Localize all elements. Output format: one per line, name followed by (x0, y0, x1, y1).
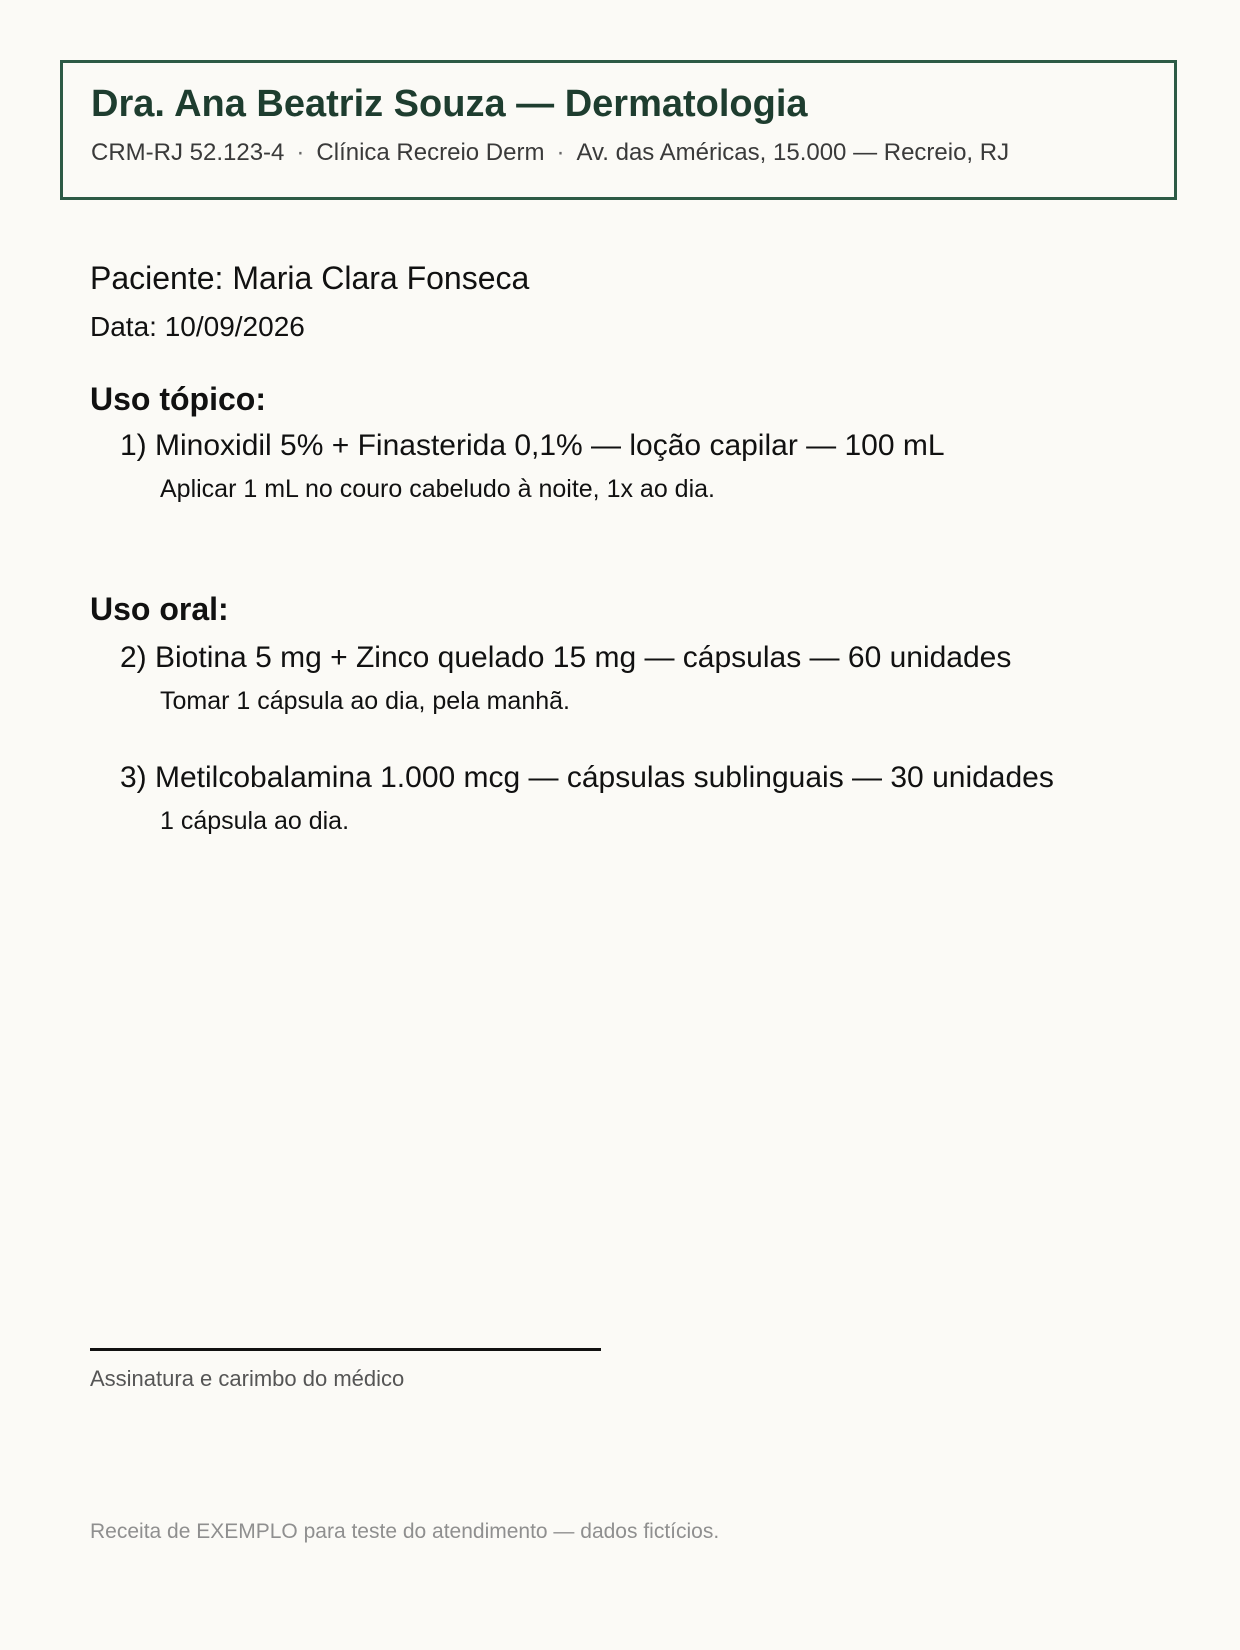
doctor-details (91, 139, 1146, 167)
medication-instruction: Aplicar 1 mL no couro cabeludo à noite, 1x ao dia. (160, 475, 715, 503)
clinic-name: Clínica Recreio Derm (316, 139, 545, 166)
section-title-topical: Uso tópico: (90, 381, 266, 417)
medication-instruction: 1 cápsula ao dia. (160, 807, 350, 835)
medication-item: 2) Biotina 5 mg + Zinco quelado 15 mg — cápsulas — 60 unidades (120, 641, 1012, 674)
patient-name: Paciente: Maria Clara Fonseca (90, 260, 530, 296)
clinic-address: Av. das Américas, 15.000 — Recreio, RJ (576, 139, 1010, 166)
sample-disclaimer: Receita de EXEMPLO para teste do atendimento — dados fictícios. (90, 1520, 720, 1543)
prescriber-header (60, 60, 1177, 200)
prescription-date: Data: 10/09/2026 (90, 311, 305, 342)
section-title-oral: Uso oral: (90, 591, 229, 627)
medication-item: 1) Minoxidil 5% + Finasterida 0,1% — loção capilar — 100 mL (120, 429, 945, 462)
medication-item: 3) Metilcobalamina 1.000 mcg — cápsulas sublinguais — 30 unidades (120, 761, 1054, 794)
medication-instruction: Tomar 1 cápsula ao dia, pela manhã. (160, 687, 570, 715)
separator-dot: · (556, 139, 565, 166)
signature-caption: Assinatura e carimbo do médico (90, 1366, 405, 1391)
crm-number: CRM-RJ 52.123-4 (91, 139, 285, 166)
signature-line (90, 1348, 601, 1351)
separator-dot: · (296, 139, 305, 166)
doctor-name: Dra. Ana Beatriz Souza — Dermatologia (91, 83, 808, 125)
